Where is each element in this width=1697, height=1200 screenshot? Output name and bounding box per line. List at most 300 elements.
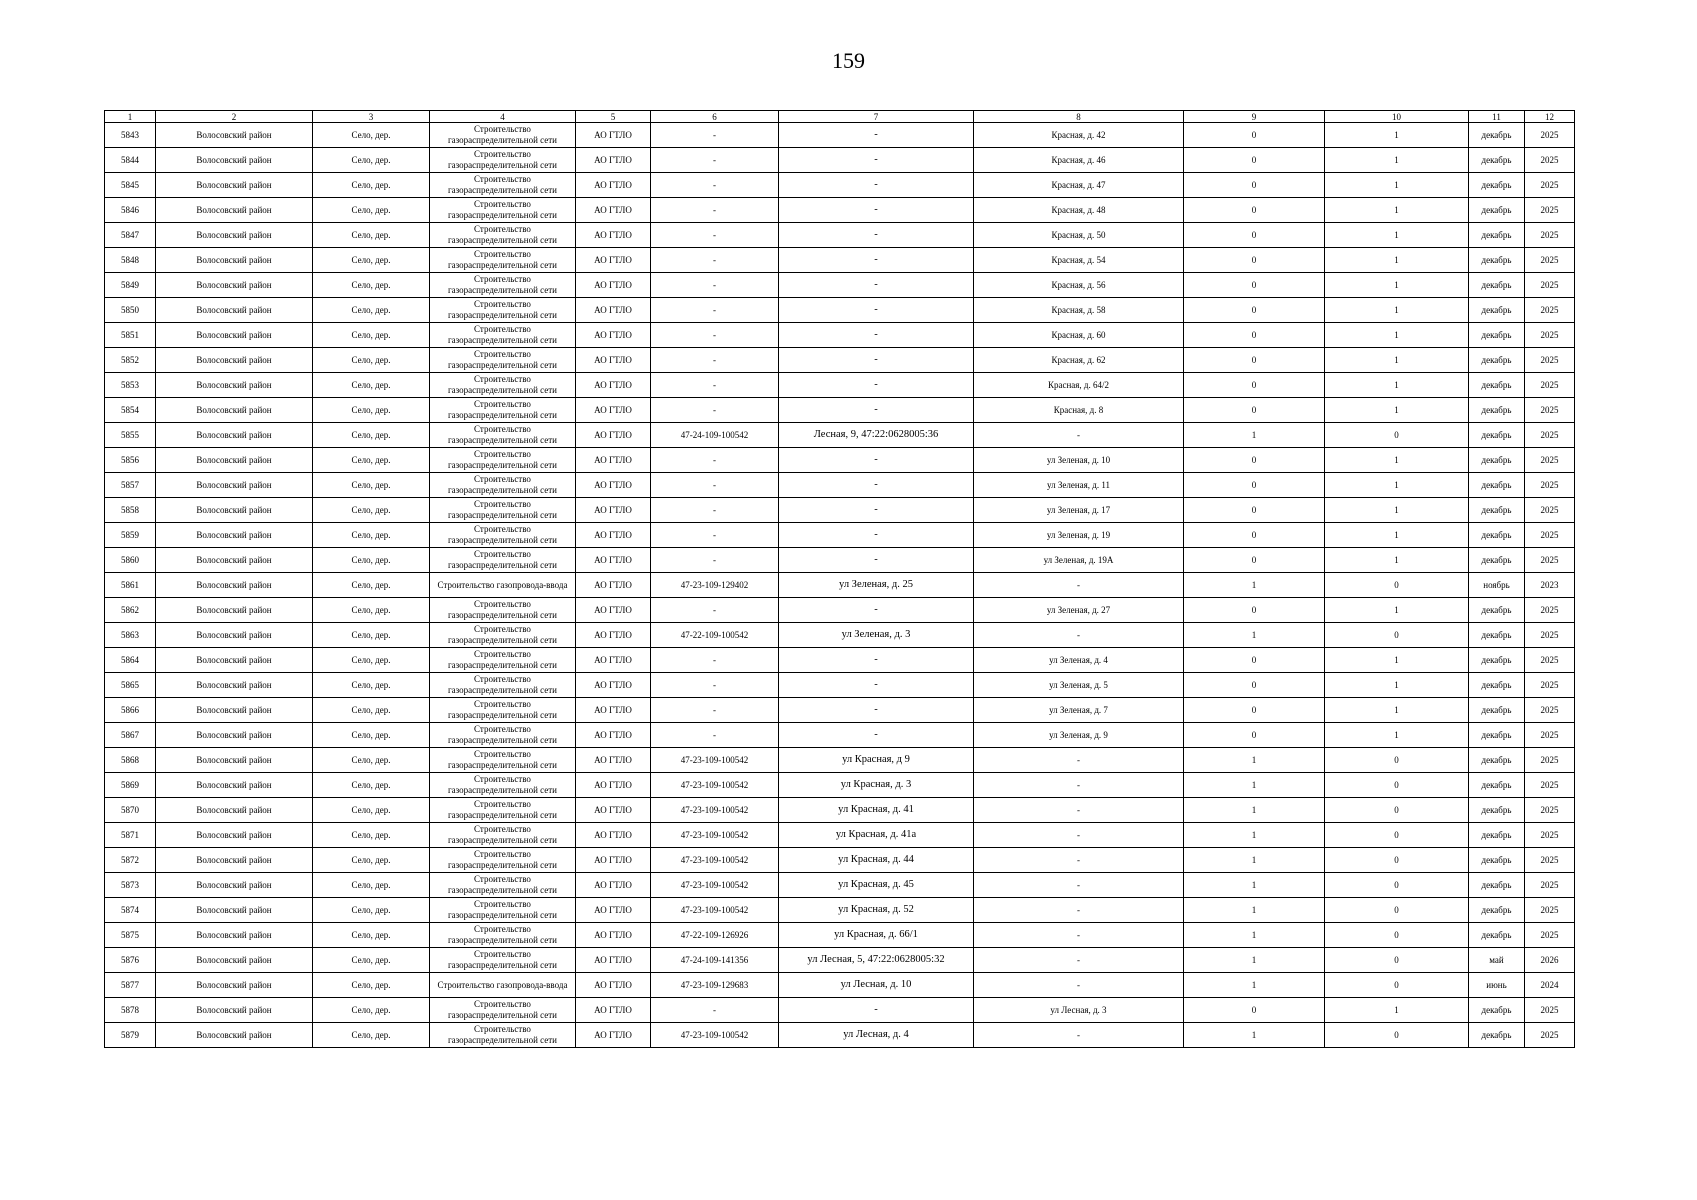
cell-count-connection: 0: [1184, 223, 1325, 248]
column-header: 2: [156, 111, 313, 123]
cell-count-connection: 0: [1184, 473, 1325, 498]
cell-work-type: Строительство газораспределительной сети: [430, 823, 576, 848]
cell-year: 2025: [1525, 748, 1575, 773]
column-header: 10: [1325, 111, 1469, 123]
cell-year: 2025: [1525, 923, 1575, 948]
cell-count-connection: 0: [1184, 523, 1325, 548]
cell-count-network: 0: [1325, 898, 1469, 923]
cell-year: 2025: [1525, 823, 1575, 848]
cell-work-type: Строительство газораспределительной сети: [430, 773, 576, 798]
cell-organization: АО ГТЛО: [576, 823, 651, 848]
table-row: [105, 448, 1575, 473]
cell-count-network: 0: [1325, 823, 1469, 848]
cell-count-connection: 0: [1184, 373, 1325, 398]
cell-cadastral-number: -: [651, 723, 779, 748]
cell-address-connection: -: [779, 723, 974, 748]
cell-row-number: 5878: [105, 998, 156, 1023]
table-row: [105, 223, 1575, 248]
cell-address-connection: -: [779, 523, 974, 548]
cell-district: Волосовский район: [156, 223, 313, 248]
cell-count-network: 1: [1325, 323, 1469, 348]
cell-count-connection: 0: [1184, 448, 1325, 473]
cell-settlement-type: Село, дер.: [313, 223, 430, 248]
cell-address-connection: -: [779, 148, 974, 173]
cell-month: декабрь: [1469, 548, 1525, 573]
cell-address-network: ул Зеленая, д. 17: [974, 498, 1184, 523]
cell-month: декабрь: [1469, 673, 1525, 698]
cell-work-type: Строительство газораспределительной сети: [430, 798, 576, 823]
cell-organization: АО ГТЛО: [576, 698, 651, 723]
column-header: 7: [779, 111, 974, 123]
cell-year: 2025: [1525, 898, 1575, 923]
table-row: [105, 273, 1575, 298]
cell-settlement-type: Село, дер.: [313, 473, 430, 498]
cell-month: декабрь: [1469, 473, 1525, 498]
cell-month: декабрь: [1469, 373, 1525, 398]
cell-address-connection: -: [779, 198, 974, 223]
cell-settlement-type: Село, дер.: [313, 173, 430, 198]
cell-settlement-type: Село, дер.: [313, 823, 430, 848]
cell-address-network: Красная, д. 42: [974, 123, 1184, 148]
cell-month: декабрь: [1469, 223, 1525, 248]
column-number-header: [105, 111, 1575, 123]
table-row: [105, 898, 1575, 923]
cell-count-connection: 0: [1184, 248, 1325, 273]
cell-district: Волосовский район: [156, 498, 313, 523]
cell-settlement-type: Село, дер.: [313, 298, 430, 323]
cell-row-number: 5877: [105, 973, 156, 998]
table-row: [105, 873, 1575, 898]
cell-row-number: 5843: [105, 123, 156, 148]
cell-work-type: Строительство газораспределительной сети: [430, 298, 576, 323]
cell-organization: АО ГТЛО: [576, 273, 651, 298]
cell-row-number: 5858: [105, 498, 156, 523]
cell-year: 2025: [1525, 248, 1575, 273]
cell-count-network: 1: [1325, 473, 1469, 498]
cell-cadastral-number: -: [651, 673, 779, 698]
cell-count-network: 0: [1325, 973, 1469, 998]
cell-count-connection: 0: [1184, 998, 1325, 1023]
cell-month: декабрь: [1469, 773, 1525, 798]
cell-district: Волосовский район: [156, 398, 313, 423]
cell-district: Волосовский район: [156, 573, 313, 598]
cell-row-number: 5871: [105, 823, 156, 848]
cell-address-connection: -: [779, 373, 974, 398]
cell-district: Волосовский район: [156, 798, 313, 823]
cell-address-connection: -: [779, 298, 974, 323]
cell-cadastral-number: -: [651, 523, 779, 548]
cell-settlement-type: Село, дер.: [313, 548, 430, 573]
cell-work-type: Строительство газораспределительной сети: [430, 523, 576, 548]
cell-cadastral-number: 47-23-109-100542: [651, 798, 779, 823]
cell-address-network: -: [974, 923, 1184, 948]
cell-organization: АО ГТЛО: [576, 523, 651, 548]
cell-address-connection: -: [779, 223, 974, 248]
cell-district: Волосовский район: [156, 623, 313, 648]
cell-address-network: ул Зеленая, д. 11: [974, 473, 1184, 498]
cell-cadastral-number: 47-23-109-129683: [651, 973, 779, 998]
cell-year: 2025: [1525, 598, 1575, 623]
cell-work-type: Строительство газораспределительной сети: [430, 473, 576, 498]
cell-work-type: Строительство газораспределительной сети: [430, 173, 576, 198]
column-header: 5: [576, 111, 651, 123]
cell-count-connection: 0: [1184, 123, 1325, 148]
cell-settlement-type: Село, дер.: [313, 723, 430, 748]
cell-district: Волосовский район: [156, 998, 313, 1023]
cell-month: декабрь: [1469, 523, 1525, 548]
cell-settlement-type: Село, дер.: [313, 873, 430, 898]
column-header: 6: [651, 111, 779, 123]
cell-work-type: Строительство газораспределительной сети: [430, 898, 576, 923]
cell-count-network: 0: [1325, 798, 1469, 823]
cell-organization: АО ГТЛО: [576, 373, 651, 398]
cell-work-type: Строительство газораспределительной сети: [430, 273, 576, 298]
cell-address-connection: ул Красная, д. 52: [779, 898, 974, 923]
table-row: [105, 773, 1575, 798]
cell-district: Волосовский район: [156, 198, 313, 223]
cell-settlement-type: Село, дер.: [313, 648, 430, 673]
cell-row-number: 5857: [105, 473, 156, 498]
cell-address-network: ул Зеленая, д. 7: [974, 698, 1184, 723]
cell-work-type: Строительство газопровода-ввода: [430, 973, 576, 998]
cell-address-connection: -: [779, 473, 974, 498]
cell-count-network: 0: [1325, 773, 1469, 798]
table-row: [105, 523, 1575, 548]
cell-organization: АО ГТЛО: [576, 573, 651, 598]
cell-row-number: 5876: [105, 948, 156, 973]
cell-row-number: 5853: [105, 373, 156, 398]
column-header: 9: [1184, 111, 1325, 123]
cell-organization: АО ГТЛО: [576, 1023, 651, 1048]
cell-count-connection: 0: [1184, 723, 1325, 748]
table-row: [105, 173, 1575, 198]
cell-month: декабрь: [1469, 423, 1525, 448]
cell-address-connection: -: [779, 248, 974, 273]
table-row: [105, 248, 1575, 273]
cell-row-number: 5855: [105, 423, 156, 448]
cell-organization: АО ГТЛО: [576, 648, 651, 673]
cell-count-network: 1: [1325, 123, 1469, 148]
table-row: [105, 323, 1575, 348]
cell-count-connection: 1: [1184, 798, 1325, 823]
cell-year: 2025: [1525, 523, 1575, 548]
cell-organization: АО ГТЛО: [576, 323, 651, 348]
table-row: [105, 698, 1575, 723]
cell-organization: АО ГТЛО: [576, 223, 651, 248]
cell-address-network: -: [974, 623, 1184, 648]
cell-organization: АО ГТЛО: [576, 923, 651, 948]
cell-count-connection: 1: [1184, 423, 1325, 448]
cell-address-connection: ул Зеленая, д. 3: [779, 623, 974, 648]
cell-address-connection: ул Лесная, 5, 47:22:0628005:32: [779, 948, 974, 973]
cell-organization: АО ГТЛО: [576, 773, 651, 798]
cell-work-type: Строительство газораспределительной сети: [430, 323, 576, 348]
cell-settlement-type: Село, дер.: [313, 373, 430, 398]
cell-row-number: 5863: [105, 623, 156, 648]
cell-count-connection: 1: [1184, 823, 1325, 848]
cell-count-connection: 0: [1184, 673, 1325, 698]
cell-count-network: 1: [1325, 523, 1469, 548]
cell-row-number: 5847: [105, 223, 156, 248]
cell-count-connection: 0: [1184, 398, 1325, 423]
table-row: [105, 798, 1575, 823]
cell-count-connection: 0: [1184, 498, 1325, 523]
cell-work-type: Строительство газораспределительной сети: [430, 848, 576, 873]
cell-settlement-type: Село, дер.: [313, 273, 430, 298]
cell-settlement-type: Село, дер.: [313, 348, 430, 373]
cell-settlement-type: Село, дер.: [313, 798, 430, 823]
cell-count-network: 1: [1325, 598, 1469, 623]
column-header: 11: [1469, 111, 1525, 123]
table-row: [105, 923, 1575, 948]
cell-address-network: Красная, д. 62: [974, 348, 1184, 373]
cell-district: Волосовский район: [156, 448, 313, 473]
cell-month: декабрь: [1469, 398, 1525, 423]
cell-address-network: Красная, д. 60: [974, 323, 1184, 348]
cell-year: 2025: [1525, 798, 1575, 823]
cell-count-connection: 0: [1184, 348, 1325, 373]
cell-count-connection: 0: [1184, 148, 1325, 173]
cell-address-network: -: [974, 748, 1184, 773]
cell-year: 2023: [1525, 573, 1575, 598]
table-row: [105, 723, 1575, 748]
cell-count-connection: 0: [1184, 298, 1325, 323]
cell-address-network: -: [974, 873, 1184, 898]
cell-address-network: -: [974, 973, 1184, 998]
cell-address-network: -: [974, 823, 1184, 848]
cell-settlement-type: Село, дер.: [313, 573, 430, 598]
cell-year: 2025: [1525, 773, 1575, 798]
cell-year: 2025: [1525, 648, 1575, 673]
cell-district: Волосовский район: [156, 948, 313, 973]
cell-district: Волосовский район: [156, 173, 313, 198]
cell-row-number: 5845: [105, 173, 156, 198]
cell-address-network: Красная, д. 58: [974, 298, 1184, 323]
cell-work-type: Строительство газораспределительной сети: [430, 648, 576, 673]
cell-address-network: Красная, д. 46: [974, 148, 1184, 173]
cell-count-connection: 0: [1184, 173, 1325, 198]
cell-work-type: Строительство газораспределительной сети: [430, 448, 576, 473]
cell-cadastral-number: -: [651, 148, 779, 173]
cell-month: декабрь: [1469, 1023, 1525, 1048]
cell-address-connection: ул Лесная, д. 4: [779, 1023, 974, 1048]
cell-organization: АО ГТЛО: [576, 998, 651, 1023]
cell-organization: АО ГТЛО: [576, 973, 651, 998]
cell-month: декабрь: [1469, 323, 1525, 348]
cell-organization: АО ГТЛО: [576, 348, 651, 373]
cell-district: Волосовский район: [156, 1023, 313, 1048]
cell-row-number: 5866: [105, 698, 156, 723]
table-row: [105, 398, 1575, 423]
cell-work-type: Строительство газораспределительной сети: [430, 948, 576, 973]
cell-year: 2025: [1525, 373, 1575, 398]
cell-organization: АО ГТЛО: [576, 873, 651, 898]
cell-cadastral-number: -: [651, 348, 779, 373]
cell-address-network: ул Зеленая, д. 19А: [974, 548, 1184, 573]
table-row: [105, 373, 1575, 398]
cell-row-number: 5868: [105, 748, 156, 773]
cell-address-connection: ул Красная, д. 41а: [779, 823, 974, 848]
table-row: [105, 198, 1575, 223]
cell-address-connection: -: [779, 698, 974, 723]
cell-count-network: 1: [1325, 448, 1469, 473]
cell-district: Волосовский район: [156, 648, 313, 673]
table-row: [105, 348, 1575, 373]
cell-work-type: Строительство газораспределительной сети: [430, 698, 576, 723]
cell-address-network: -: [974, 948, 1184, 973]
cell-month: декабрь: [1469, 348, 1525, 373]
table-row: [105, 598, 1575, 623]
table-row: [105, 473, 1575, 498]
cell-cadastral-number: -: [651, 273, 779, 298]
cell-month: декабрь: [1469, 623, 1525, 648]
cell-month: декабрь: [1469, 923, 1525, 948]
cell-address-network: -: [974, 423, 1184, 448]
table-row: [105, 1023, 1575, 1048]
cell-month: ноябрь: [1469, 573, 1525, 598]
table-body: [105, 123, 1575, 1048]
cell-count-connection: 1: [1184, 748, 1325, 773]
cell-cadastral-number: -: [651, 473, 779, 498]
cell-address-connection: ул Зеленая, д. 25: [779, 573, 974, 598]
table-row: [105, 123, 1575, 148]
cell-row-number: 5854: [105, 398, 156, 423]
table-row: [105, 748, 1575, 773]
cell-work-type: Строительство газораспределительной сети: [430, 148, 576, 173]
cell-settlement-type: Село, дер.: [313, 973, 430, 998]
table-row: [105, 673, 1575, 698]
cell-month: июнь: [1469, 973, 1525, 998]
cell-month: декабрь: [1469, 298, 1525, 323]
cell-year: 2025: [1525, 173, 1575, 198]
table-row: [105, 998, 1575, 1023]
cell-address-network: -: [974, 798, 1184, 823]
cell-district: Волосовский район: [156, 423, 313, 448]
cell-address-connection: -: [779, 398, 974, 423]
cell-count-network: 0: [1325, 423, 1469, 448]
cell-work-type: Строительство газораспределительной сети: [430, 198, 576, 223]
cell-cadastral-number: -: [651, 998, 779, 1023]
cell-year: 2025: [1525, 498, 1575, 523]
cell-count-network: 0: [1325, 1023, 1469, 1048]
cell-settlement-type: Село, дер.: [313, 848, 430, 873]
cell-count-connection: 1: [1184, 773, 1325, 798]
cell-address-connection: -: [779, 123, 974, 148]
cell-count-connection: 1: [1184, 848, 1325, 873]
cell-cadastral-number: -: [651, 598, 779, 623]
cell-address-connection: ул Красная, д. 41: [779, 798, 974, 823]
cell-address-network: ул Зеленая, д. 19: [974, 523, 1184, 548]
cell-cadastral-number: -: [651, 223, 779, 248]
cell-cadastral-number: 47-23-109-100542: [651, 1023, 779, 1048]
cell-cadastral-number: -: [651, 373, 779, 398]
column-header: 3: [313, 111, 430, 123]
cell-count-network: 1: [1325, 248, 1469, 273]
cell-organization: АО ГТЛО: [576, 548, 651, 573]
cell-settlement-type: Село, дер.: [313, 948, 430, 973]
cell-count-network: 1: [1325, 148, 1469, 173]
cell-cadastral-number: -: [651, 548, 779, 573]
cell-organization: АО ГТЛО: [576, 248, 651, 273]
cell-year: 2025: [1525, 873, 1575, 898]
cell-work-type: Строительство газораспределительной сети: [430, 723, 576, 748]
cell-address-network: -: [974, 848, 1184, 873]
table-row: [105, 623, 1575, 648]
cell-count-network: 0: [1325, 923, 1469, 948]
cell-count-connection: 0: [1184, 548, 1325, 573]
cell-count-connection: 0: [1184, 198, 1325, 223]
cell-row-number: 5867: [105, 723, 156, 748]
cell-count-network: 0: [1325, 623, 1469, 648]
cell-row-number: 5849: [105, 273, 156, 298]
cell-cadastral-number: -: [651, 173, 779, 198]
cell-count-network: 0: [1325, 948, 1469, 973]
cell-row-number: 5872: [105, 848, 156, 873]
cell-cadastral-number: -: [651, 698, 779, 723]
cell-address-connection: ул Лесная, д. 10: [779, 973, 974, 998]
table-row: [105, 423, 1575, 448]
cell-month: май: [1469, 948, 1525, 973]
cell-organization: АО ГТЛО: [576, 948, 651, 973]
cell-settlement-type: Село, дер.: [313, 123, 430, 148]
cell-settlement-type: Село, дер.: [313, 398, 430, 423]
cell-address-network: -: [974, 1023, 1184, 1048]
cell-district: Волосовский район: [156, 123, 313, 148]
cell-settlement-type: Село, дер.: [313, 673, 430, 698]
table-row: [105, 648, 1575, 673]
cell-settlement-type: Село, дер.: [313, 498, 430, 523]
cell-district: Волосовский район: [156, 248, 313, 273]
cell-month: декабрь: [1469, 723, 1525, 748]
cell-work-type: Строительство газораспределительной сети: [430, 348, 576, 373]
cell-work-type: Строительство газораспределительной сети: [430, 998, 576, 1023]
cell-month: декабрь: [1469, 148, 1525, 173]
cell-address-network: ул Лесная, д. 3: [974, 998, 1184, 1023]
cell-month: декабрь: [1469, 698, 1525, 723]
cell-count-network: 0: [1325, 848, 1469, 873]
cell-month: декабрь: [1469, 198, 1525, 223]
cell-year: 2024: [1525, 973, 1575, 998]
cell-address-network: ул Зеленая, д. 27: [974, 598, 1184, 623]
cell-district: Волосовский район: [156, 473, 313, 498]
column-header: 8: [974, 111, 1184, 123]
cell-count-network: 0: [1325, 873, 1469, 898]
cell-work-type: Строительство газораспределительной сети: [430, 398, 576, 423]
cell-row-number: 5851: [105, 323, 156, 348]
cell-settlement-type: Село, дер.: [313, 423, 430, 448]
cell-year: 2025: [1525, 148, 1575, 173]
cell-district: Волосовский район: [156, 298, 313, 323]
cell-organization: АО ГТЛО: [576, 748, 651, 773]
cell-address-connection: -: [779, 998, 974, 1023]
cell-cadastral-number: -: [651, 298, 779, 323]
cell-district: Волосовский район: [156, 348, 313, 373]
cell-count-connection: 1: [1184, 623, 1325, 648]
cell-count-connection: 0: [1184, 648, 1325, 673]
table-row: [105, 148, 1575, 173]
cell-settlement-type: Село, дер.: [313, 773, 430, 798]
cell-year: 2026: [1525, 948, 1575, 973]
cell-district: Волосовский район: [156, 923, 313, 948]
column-header: 1: [105, 111, 156, 123]
cell-year: 2025: [1525, 423, 1575, 448]
cell-year: 2025: [1525, 298, 1575, 323]
cell-cadastral-number: -: [651, 498, 779, 523]
cell-row-number: 5864: [105, 648, 156, 673]
cell-address-network: -: [974, 573, 1184, 598]
cell-year: 2025: [1525, 123, 1575, 148]
cell-address-network: Красная, д. 48: [974, 198, 1184, 223]
